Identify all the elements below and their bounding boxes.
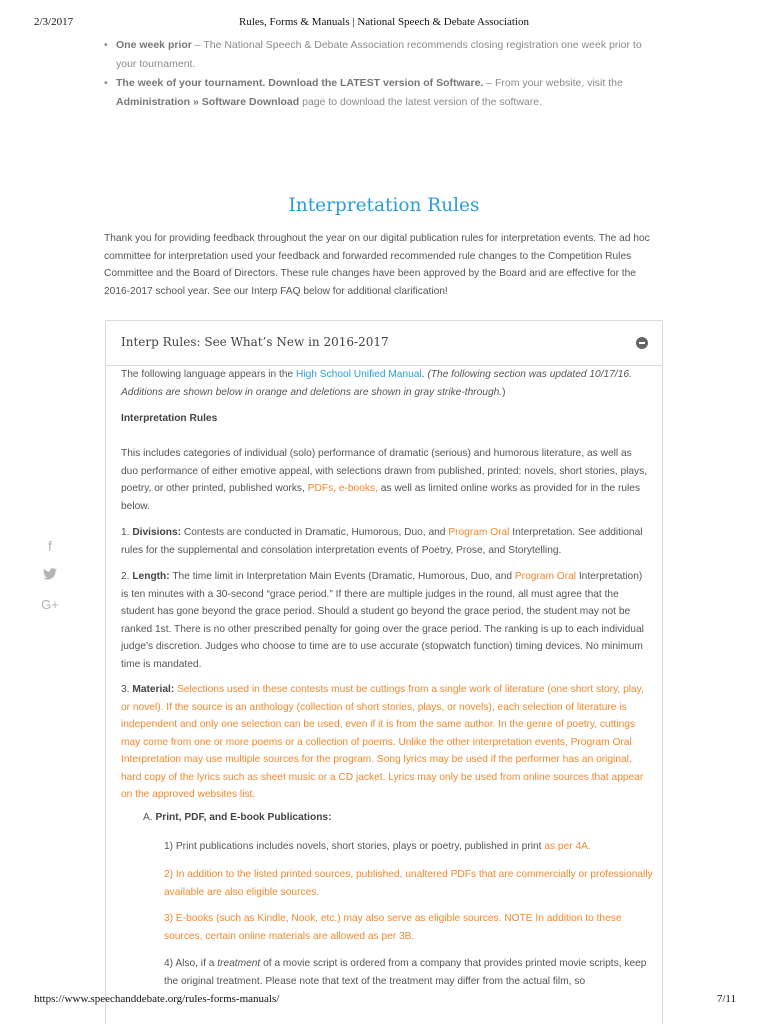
print-header [0, 16, 768, 32]
item-4 [164, 955, 654, 990]
text: The time limit in Interpretation Main Events (Dramatic, Humorous, Duo, and [169, 571, 515, 582]
accordion-title: Interp Rules: See What’s New in 2016-2017 [121, 335, 389, 349]
text: Interpretation. See additional rules for the supplemental and consolation interpretation events of Poetry, Prose, and Storytelling. [121, 527, 643, 556]
print-date: 2/3/2017 [34, 16, 74, 28]
added-text: Selections used in these contests must be cuttings from a single work of literature (one short story, play, or novel). If the source is an anthology (collection of short stories, plays, or novels), each selection of literature is independent and only one selection can be used, even if it is from the same author. In the genre of poetry, cuttings may come from one or more poems or a collection of poems. Unlike the other interpretation events, Program Oral Interpretation may use multiple sources for the program. Song lyrics may be used if the performer has an original, hard copy of the lyrics such as sheet music or a CD jacket. Lyrics may only be used from online sources that appear on the approved websites list. [121, 684, 644, 800]
text: . [421, 369, 428, 380]
list-item-bold: The week of your tournament. Download the LATEST version of Software. [116, 77, 484, 89]
divisions-label: Divisions: [132, 527, 182, 538]
text: The following language appears in the [121, 369, 297, 380]
gplus-glyph: G+ [41, 597, 59, 612]
google-plus-icon[interactable] [38, 597, 62, 612]
length-paragraph [121, 568, 651, 673]
text: Contests are conducted in Dramatic, Humorous, Duo, and [181, 527, 449, 538]
twitter-bird-svg [43, 568, 57, 580]
print-title: Rules, Forms & Manuals | National Speech & Debate Association [239, 16, 529, 28]
material-paragraph [121, 681, 651, 804]
facebook-icon[interactable] [38, 538, 62, 554]
item-2: 2) In addition to the listed printed sources, published, unaltered PDFs that are commercially or professionally available are also eligible sources. [164, 869, 653, 898]
accordion-header[interactable] [106, 321, 662, 366]
subsection-a-label: Print, PDF, and E-book Publications: [155, 812, 332, 823]
added-text: as per 4A. [544, 841, 591, 852]
length-label: Length: [132, 571, 170, 582]
text: Interpretation) is ten minutes with a 30-second “grace period.” If there are multiple judges in the round, all must agree that the student has gone beyond the grace period. Should a student go beyond the grace period, the student may not be ranked 1st. There is no other prescribed penalty for going over the grace period. The ranking is up to each individual judge’s discretion. Judges who choose to time are to use accurate (stopwatch function) timing devices. No minimum time is mandated. [121, 571, 644, 670]
text: 1. [121, 527, 133, 538]
text: of a movie script is ordered from a company that provides printed movie scripts, keep the original treatment. Please note that text of the treatment may differ from the actual film, so [164, 958, 647, 987]
list-item-text: page to download the latest version of the software. [299, 96, 543, 108]
text: 4) Also, if a [164, 958, 218, 969]
update-note: (The following section was updated 10/17/16. Additions are shown below in orange and deletions are shown in gray strike-through. [121, 369, 632, 398]
added-text: PDFs, e-books, [307, 483, 378, 494]
added-text: Program Oral [448, 527, 510, 538]
twitter-icon[interactable] [38, 567, 62, 583]
registration-steps-list [104, 36, 664, 112]
item-3: 3) E-books (such as Kindle, Nook, etc.) may also serve as eligible sources. NOTE In addition to these sources, certain online materials are allowed as per 3B. [164, 913, 622, 942]
section-title: Interpretation Rules [288, 195, 480, 216]
list-item [104, 74, 664, 112]
text: as well as limited online works as provided for in the rules below. [121, 483, 641, 512]
software-download-link[interactable]: Administration » Software Download [116, 96, 300, 108]
text: 3. [121, 684, 133, 695]
list-item-bold: One week prior [116, 39, 192, 51]
material-label: Material: [132, 684, 175, 695]
print-footer [0, 993, 768, 1009]
print-url: https://www.speechanddebate.org/rules-forms-manuals/ [34, 993, 280, 1005]
intro-paragraph: Thank you for providing feedback throughout the year on our digital publication rules for interpretation events. The ad hoc committee for interpretation used your feedback and forwarded recommended rule changes to the Competition Rules Committee and the Board of Directors. These rule changes have been approved by the Board and are effective for the 2016-2017 school year. See our Interp FAQ below for additional clarification! [104, 233, 650, 297]
collapse-icon[interactable] [636, 337, 648, 349]
item-1 [164, 838, 654, 856]
text: 2. [121, 571, 133, 582]
treatment-italic: treatment [217, 958, 261, 969]
text: 1) Print publications includes novels, short stories, plays or poetry, published in print [164, 841, 545, 852]
facebook-glyph: f [48, 538, 52, 554]
subsection-a [143, 809, 673, 827]
list-item-text: – From your website, visit the [483, 77, 623, 89]
list-item [104, 36, 664, 74]
divisions-paragraph [121, 524, 651, 559]
text: ) [502, 386, 506, 398]
manual-reference [121, 366, 651, 401]
sub-heading: Interpretation Rules [121, 413, 218, 424]
list-item-text: – The National Speech & Debate Association recommends closing registration one week prior to your tournament. [116, 39, 642, 70]
print-page-number: 7/11 [716, 993, 736, 1005]
rules-intro-paragraph [121, 445, 651, 515]
text: This includes categories of individual (solo) performance of dramatic (serious) and humorous literature, as well as duo performance of either emotive appeal, with selections drawn from published, printed: novels, short stories, plays, poetry, or other printed, published works, [121, 448, 648, 494]
added-text: Program Oral [514, 571, 577, 582]
text: A. [143, 812, 156, 823]
interp-rules-accordion [105, 320, 663, 1024]
unified-manual-link[interactable]: High School Unified Manual [296, 369, 422, 380]
